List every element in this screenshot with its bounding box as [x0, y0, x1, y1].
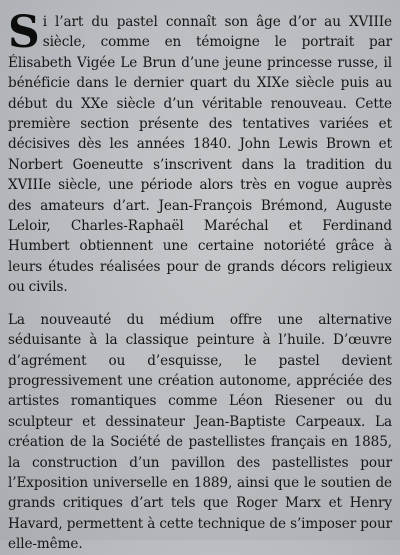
wall-text-panel	[8, 7, 392, 553]
intro-paragraph	[8, 7, 392, 298]
second-paragraph	[8, 310, 392, 555]
intro-paragraph-text: i l’art du pastel connaît son âge d’or au XVIIIe siècle, comme en témoigne le portrait par Élisabeth Vigée Le Brun d’une jeune princesse russe, il bénéficie dans le dernier quart du XIXe siècle puis au début du XXe siècle d’un véritable renouveau. Cette première section présente des tentatives variées et décisives dès les années 1840. John Lewis Brown et Norbert Goeneutte s’inscrivent dans la tradition du XVIIIe siècle, une période alors très en vogue auprès des amateurs d’art. Jean-François Brémond, Auguste Leloir, Charles-Raphaël Maréchal et Ferdinand Humbert obtiennent une certaine notoriété grâce à leurs études réalisées pour de grands décors religieux ou civils.	[8, 14, 392, 296]
second-paragraph-text: La nouveauté du médium offre une alternative séduisante à la classique peinture à l’huile. D’œuvre d’agrément ou d’esquisse, le pastel devient progressivement une création autonome, appréciée des artistes romantiques comme Léon Riesener ou du sculpteur et dessinateur Jean-Baptiste Carpeaux. La création de la Société de pastellistes français en 1885, la construction d’un pavillon des pastellistes pour l’Exposition universelle en 1889, ainsi que le soutien de grands critiques d’art tels que Roger Marx et Henry Havard, permettent à cette technique de s’imposer pour elle-même.	[8, 311, 392, 553]
drop-cap-letter: S	[8, 7, 40, 58]
